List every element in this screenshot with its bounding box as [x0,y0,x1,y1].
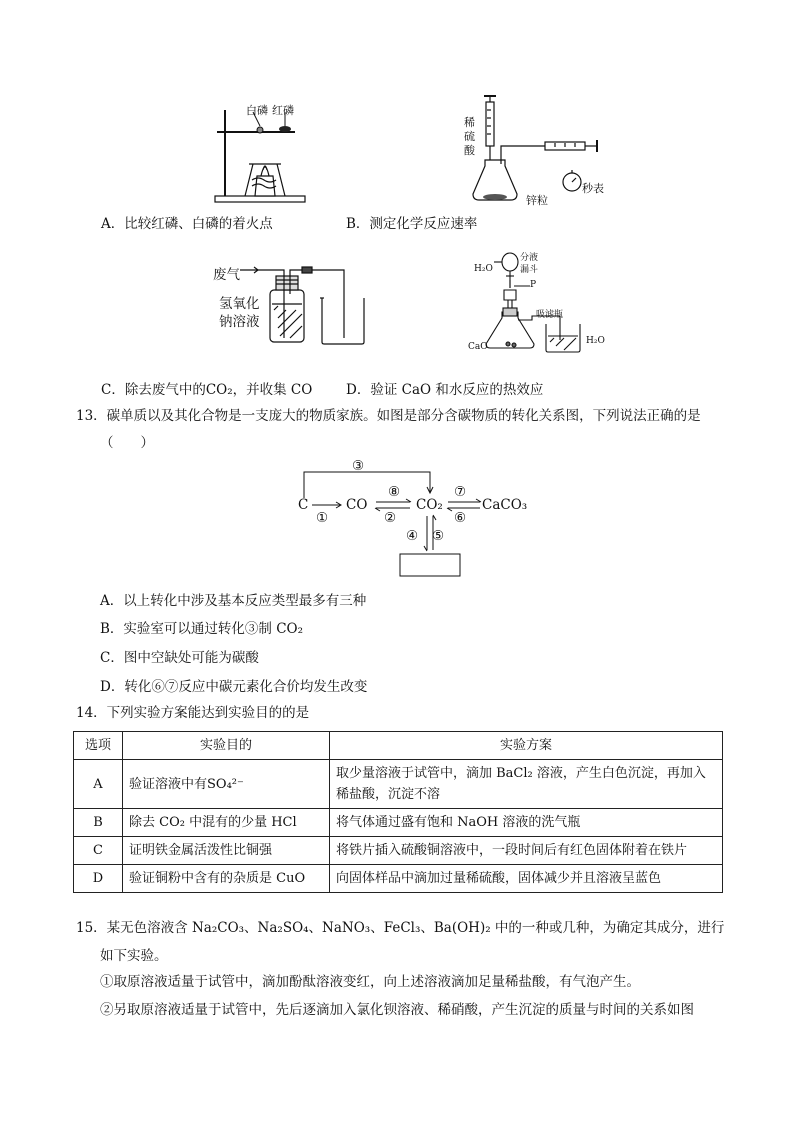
row-purpose: 验证铜粉中含有的杂质是 CuO [123,865,330,893]
row-purpose: 除去 CO₂ 中混有的少量 HCl [123,809,330,837]
diagram-label-7: ⑦ [454,484,467,500]
table-header-row [74,732,723,760]
label-d-water-side: H₂O [586,336,605,346]
row-option: A [74,760,123,809]
label-waste-gas: 废气 [213,267,240,283]
row-plan: 向固体样品中滴加过量稀硫酸，固体减少并且溶液呈蓝色 [330,865,723,893]
question-15-step-2: ②另取原溶液适量于试管中，先后逐滴加入氯化钡溶液、稀硝酸，产生沉淀的质量与时间的关系如图 [100,1002,694,1018]
label-cao: CaO [468,342,488,352]
diagram-c: C [298,497,309,513]
question-13-option-d: D．转化⑥⑦反应中碳元素化合价均发生改变 [100,679,368,695]
label-white-phosphorus: 白磷 [246,104,268,117]
label-naoh-2: 钠溶液 [219,314,260,330]
diagram-co2: CO₂ [416,497,443,513]
table-row [74,837,723,865]
header-option: 选项 [74,732,123,760]
label-stopwatch: 秒表 [582,182,604,195]
label-funnel-1: 分液 [520,253,539,263]
label-p: P [530,280,537,290]
diagram-label-3: ③ [352,458,365,474]
header-plan: 实验方案 [330,732,723,760]
question-15-stem-cont: 如下实验。 [100,948,168,964]
row-option: C [74,837,123,865]
label-naoh-1: 氢氧化 [219,296,260,312]
question-13-option-c: C．图中空缺处可能为碳酸 [100,650,259,666]
row-option: D [74,865,123,893]
question-13-option-a: A．以上转化中涉及基本反应类型最多有三种 [100,593,367,609]
table-row [74,865,723,893]
row-purpose: 证明铁金属活泼性比铜强 [123,837,330,865]
question-15-step-1: ①取原溶液适量于试管中，滴加酚酞溶液变红，向上述溶液滴加足量稀盐酸，有气泡产生。 [100,974,640,990]
diagram-label-2: ② [384,510,397,526]
label-acid-1: 稀 [464,116,475,129]
row-plan: 将铁片插入硫酸铜溶液中，一段时间后有红色固体附着在铁片 [330,837,723,865]
caption-d: D．验证 CaO 和水反应的热效应 [346,382,544,398]
table-row [74,809,723,837]
row-purpose: 验证溶液中有SO₄²⁻ [123,760,330,809]
diagram-co: CO [346,497,368,513]
label-suction-flask: 吸滤瓶 [536,310,564,320]
table-row [74,760,723,809]
diagram-label-5: ⑤ [432,528,445,544]
figure-c-gas-washing-apparatus [240,258,380,348]
label-red-phosphorus: 红磷 [272,104,294,117]
label-acid-3: 酸 [464,144,475,157]
diagram-label-8: ⑧ [388,484,401,500]
diagram-label-6: ⑥ [454,510,467,526]
question-13-answer-blank: （ ） [100,435,154,451]
label-acid-2: 硫 [464,130,475,143]
header-purpose: 实验目的 [123,732,330,760]
caption-b: B．测定化学反应速率 [346,216,478,232]
question-14-stem: 14．下列实验方案能达到实验目的的是 [76,705,310,721]
row-plan: 将气体通过盛有饱和 NaOH 溶液的洗气瓶 [330,809,723,837]
caption-c: C．除去废气中的CO₂，并收集 CO [101,382,313,398]
diagram-label-1: ① [316,510,329,526]
label-zinc: 锌粒 [526,194,548,207]
question-15-stem: 15．某无色溶液含 Na₂CO₃、Na₂SO₄、NaNO₃、FeCl₃、Ba(OH)₂ 中的一种或几种，为确定其成分，进行 [76,920,725,936]
diagram-caco3: CaCO₃ [482,497,528,513]
row-option: B [74,809,123,837]
row-plan: 取少量溶液于试管中，滴加 BaCl₂ 溶液，产生白色沉淀，再加入稀盐酸，沉淀不溶 [330,760,723,809]
diagram-label-4: ④ [406,528,419,544]
question-13-option-b: B．实验室可以通过转化③制 CO₂ [100,621,304,637]
caption-a: A．比较红磷、白磷的着火点 [101,216,273,232]
experiment-table [73,731,723,893]
label-d-water-top: H₂O [474,264,493,274]
label-funnel-2: 漏斗 [520,265,539,275]
question-13-stem: 13．碳单质以及其化合物是一支庞大的物质家族。如图是部分含碳物质的转化关系图，下列说法正确的是 [76,408,701,424]
